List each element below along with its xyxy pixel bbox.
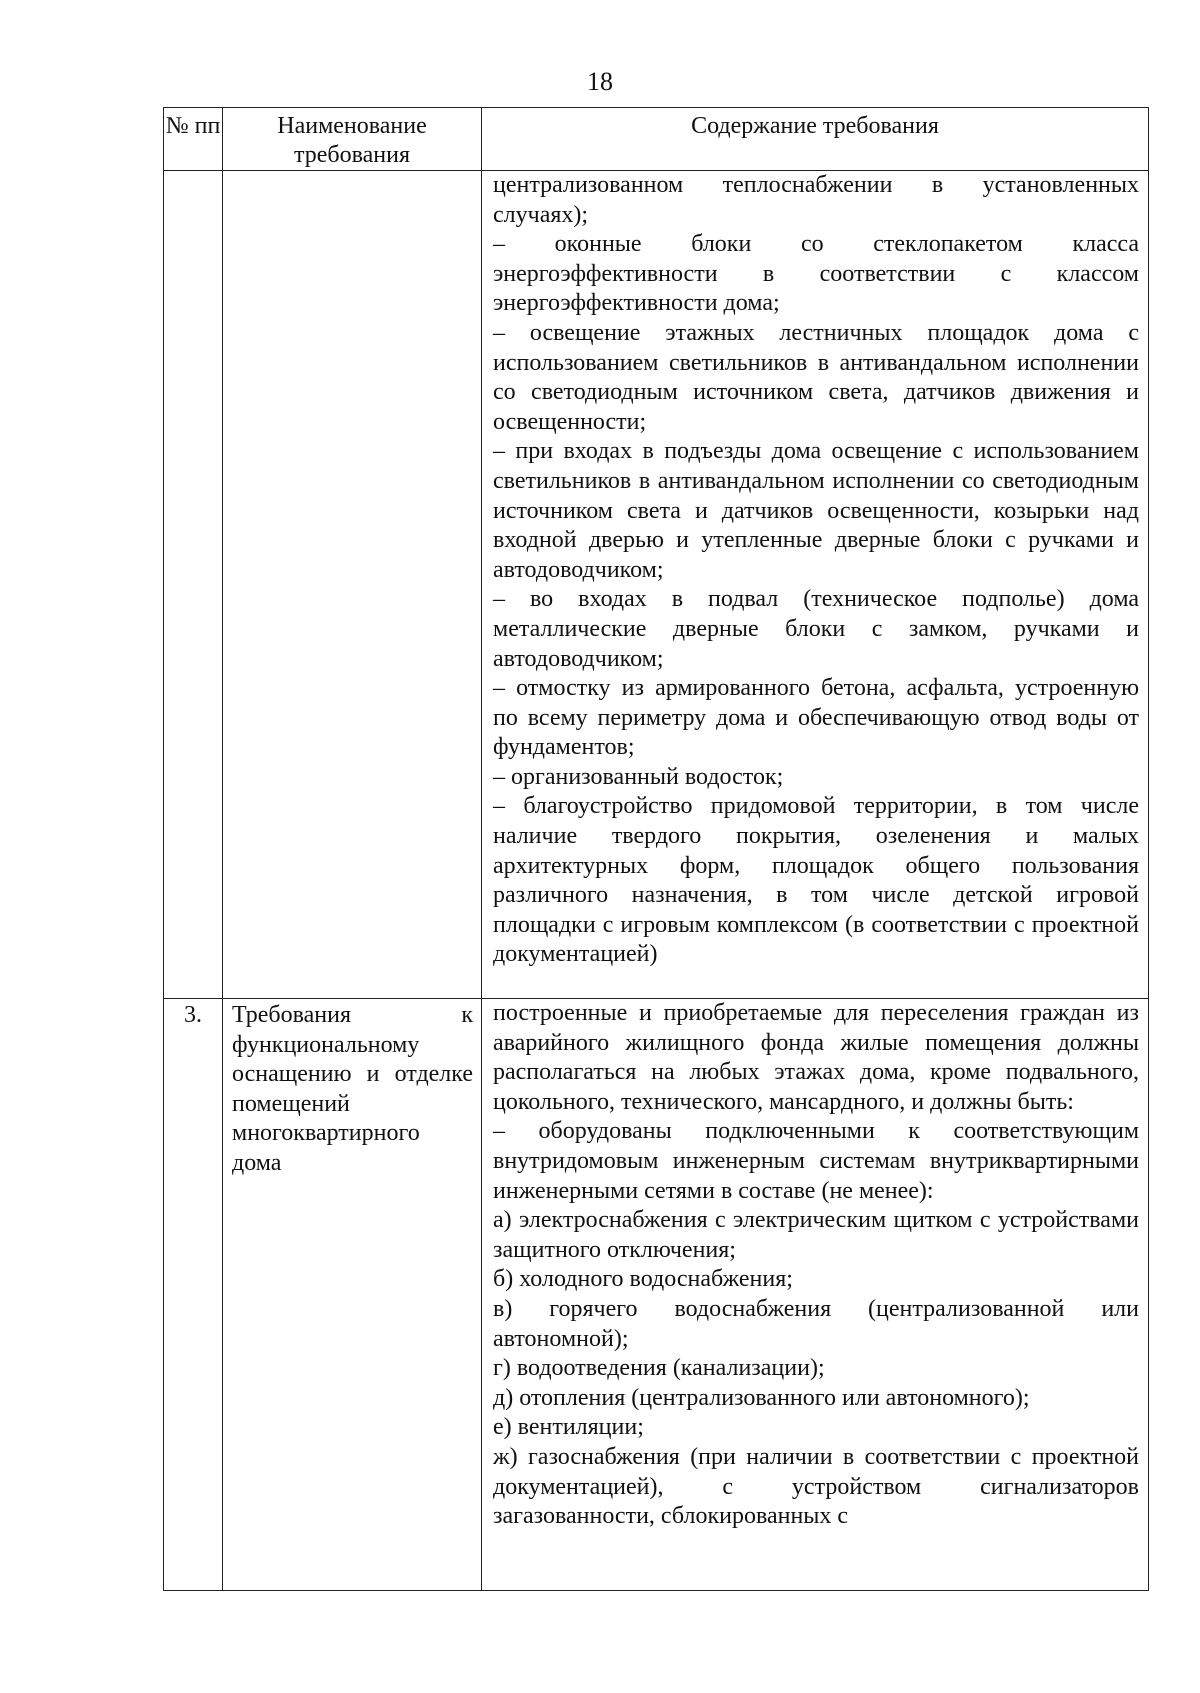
content-paragraph: централизованном теплоснабжении в установленных случаях); xyxy=(493,172,1139,228)
header-num: № пп xyxy=(165,113,221,139)
content-paragraph: ж) газоснабжения (при наличии в соответствии с проектной документацией), с устройством сигнализаторов загазованности, сблокированных с xyxy=(493,1443,1139,1530)
row-num-cell xyxy=(164,999,223,1591)
row-name: Требования к функциональному оснащению и отделке помещений многоквартирного дома xyxy=(232,1002,473,1176)
content-paragraph: – благоустройство придомовой территории, в том числе наличие твердого покрытия, озеленения и малых архитектурных форм, площадок общего пользования различного назначения, в том числе детской игровой площадки с игровым комплексом (в соответствии с проектной документацией) xyxy=(493,793,1139,968)
header-content-cell xyxy=(482,108,1149,171)
row-content-cell xyxy=(482,171,1149,999)
content-paragraph: – отмостку из армированного бетона, асфальта, устроенную по всему периметру дома и обеспечивающую отвод воды от фундаментов; xyxy=(493,675,1139,761)
header-num-cell xyxy=(164,108,223,171)
content-paragraph: – освещение этажных лестничных площадок дома с использованием светильников в антивандальном исполнении со светодиодным источником света, датчиков движения и освещенности; xyxy=(493,319,1139,435)
content-paragraph: – организованный водосток; xyxy=(493,763,784,790)
content-paragraph: – во входах в подвал (техническое подполье) дома металлические дверные блоки с замком, ручками и автодоводчиком; xyxy=(493,586,1139,672)
table-row xyxy=(164,999,1149,1591)
page-number: 18 xyxy=(587,67,613,96)
content-paragraph: – оборудованы подключенными к соответствующим внутридомовым инженерным системам внутриквартирными инженерными сетями в составе (не менее): xyxy=(493,1118,1139,1204)
header-content: Содержание требования xyxy=(691,113,939,139)
content-paragraph: в) горячего водоснабжения (централизованной или автономной); xyxy=(493,1295,1139,1352)
row-content-cell xyxy=(482,999,1149,1591)
requirements-table xyxy=(163,107,1149,1591)
content-paragraph: построенные и приобретаемые для переселения граждан из аварийного жилищного фонда жилые помещения должны располагаться на любых этажах дома, кроме подвального, цокольного, технического, мансардного, и должны быть: xyxy=(493,1000,1139,1115)
header-name-cell xyxy=(223,108,482,171)
content-paragraph: а) электроснабжения с электрическим щитком с устройствами защитного отключения; xyxy=(493,1207,1139,1263)
content-paragraph: – при входах в подъезды дома освещение с использованием светильников в антивандальном исполнении со светодиодным источником света и датчиков освещенности, козырьки над входной дверью и утепленные дверные блоки с ручками и автодоводчиком; xyxy=(493,438,1139,583)
row-name xyxy=(223,171,481,173)
header-name: Наименование требования xyxy=(277,113,427,168)
row-name-cell xyxy=(223,999,482,1591)
content-paragraph: – оконные блоки со стеклопакетом класса энергоэффективности в соответствии с классом энергоэффективности дома; xyxy=(493,231,1139,317)
table-header-row xyxy=(164,108,1149,171)
content-paragraph: д) отопления (централизованного или автономного); xyxy=(493,1384,1030,1411)
content-paragraph: е) вентиляции; xyxy=(493,1414,644,1441)
row-name-cell xyxy=(223,171,482,999)
row-num xyxy=(164,171,222,173)
row-num: 3. xyxy=(184,1002,202,1028)
content-paragraph: г) водоотведения (канализации); xyxy=(493,1355,825,1382)
row-num-cell xyxy=(164,171,223,999)
table-row xyxy=(164,171,1149,999)
content-paragraph: б) холодного водоснабжения; xyxy=(493,1266,793,1293)
